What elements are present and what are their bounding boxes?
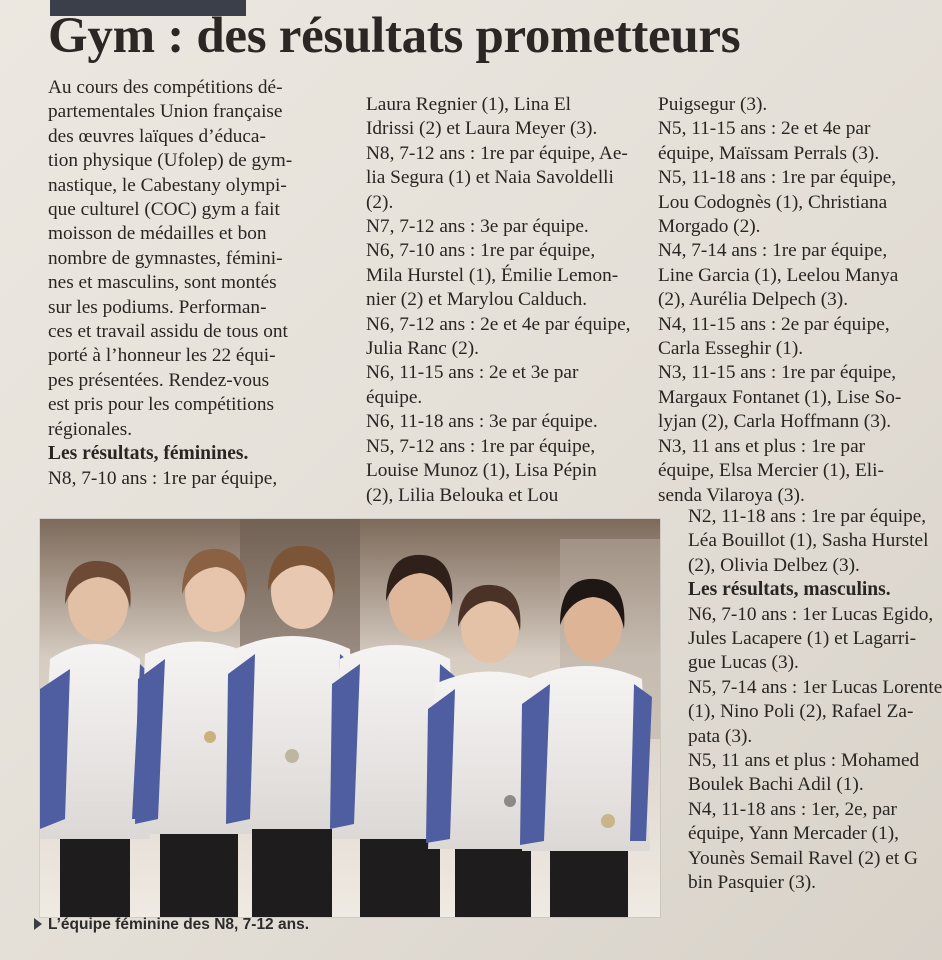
text-line: (2), Lilia Belouka et Lou — [366, 484, 559, 506]
text-line: N7, 7-12 ans : 3e par équipe. — [366, 216, 589, 238]
text-line: Louise Munoz (1), Lisa Pépin — [366, 460, 597, 482]
text-line: N4, 11-18 ans : 1er, 2e, par — [688, 798, 897, 820]
text-line: Jules Lacapere (1) et Lagarri- — [688, 628, 917, 650]
text-line: N5, 11 ans et plus : Mohamed — [688, 750, 920, 772]
text-line: lia Segura (1) et Naia Savoldelli — [366, 167, 614, 189]
text-line: Laura Regnier (1), Lina El — [366, 94, 572, 115]
text-line: est pris pour les compétitions — [48, 394, 274, 416]
text-line: ces et travail assidu de tous ont — [48, 321, 288, 343]
text-line: bin Pasquier (3). — [688, 872, 816, 894]
text-line: pes présentées. Rendez-vous — [48, 369, 270, 391]
caption-text: L’équipe féminine des N8, 7-12 ans. — [48, 916, 310, 933]
team-photo-illustration — [40, 519, 660, 917]
text-line: pata (3). — [688, 725, 753, 747]
text-line: Mila Hurstel (1), Émilie Lemon- — [366, 264, 619, 286]
text-line: nes et masculins, sont montés — [48, 272, 277, 294]
text-line: Boulek Bachi Adil (1). — [688, 774, 864, 796]
text-line: N6, 7-10 ans : 1er Lucas Egido, — [688, 603, 934, 625]
text-line: N5, 11-18 ans : 1re par équipe, — [658, 167, 897, 189]
text-line: régionales. — [48, 418, 133, 440]
text-line: lyjan (2), Carla Hoffmann (3). — [658, 411, 892, 433]
text-line: N4, 7-14 ans : 1re par équipe, — [658, 240, 888, 262]
text-line: nastique, le Cabestany olympi- — [48, 174, 287, 196]
text-line: N6, 11-15 ans : 2e et 3e par — [366, 362, 579, 384]
text-line: que culturel (COC) gym a fait — [48, 199, 280, 221]
text-line: Lou Codognès (1), Christiana — [658, 191, 888, 213]
text-line: N5, 11-15 ans : 2e et 4e par — [658, 118, 871, 140]
text-line: nier (2) et Marylou Calduch. — [366, 289, 588, 311]
text-line: nombre de gymnastes, fémini- — [48, 247, 283, 269]
text-line: N8, 7-10 ans : 1re par équipe, — [48, 467, 278, 489]
text-line: N6, 7-10 ans : 1re par équipe, — [366, 240, 596, 262]
text-line: moisson de médailles et bon — [48, 223, 267, 245]
text-line: tion physique (Ufolep) de gym- — [48, 150, 293, 172]
text-line: (1), Nino Poli (2), Rafael Za- — [688, 701, 914, 723]
column-3-upper — [658, 93, 901, 508]
text-line: sur les podiums. Performan- — [48, 296, 267, 318]
text-line: Julia Ranc (2). — [366, 338, 479, 360]
text-line: N3, 11 ans et plus : 1re par — [658, 435, 866, 457]
text-line: N5, 7-14 ans : 1er Lucas Lorente — [688, 676, 942, 698]
article-column-1 — [48, 76, 348, 491]
text-line: N8, 7-12 ans : 1re par équipe, Ae- — [366, 142, 628, 164]
text-line: (2), Olivia Delbez (3). — [688, 554, 860, 576]
photo-caption — [34, 915, 309, 935]
article-headline: Gym : des résultats prometteurs — [48, 8, 741, 64]
team-photo — [40, 519, 660, 917]
text-line: équipe. — [366, 386, 423, 408]
text-line: N6, 7-12 ans : 2e et 4e par équipe, — [366, 313, 631, 335]
text-line: équipe, Maïssam Perrals (3). — [658, 142, 880, 164]
text-line: Au cours des compétitions dé- — [48, 77, 283, 98]
column-3-lower — [688, 505, 942, 896]
text-line: (2), Aurélia Delpech (3). — [658, 289, 849, 311]
article-column-2 — [366, 93, 648, 508]
text-line: (2). — [366, 191, 394, 213]
text-line: Léa Bouillot (1), Sasha Hurstel — [688, 530, 929, 552]
text-line: Younès Semail Ravel (2) et G — [688, 847, 918, 869]
text-line: équipe, Yann Mercader (1), — [688, 823, 899, 845]
text-line: porté à l’honneur les 22 équi- — [48, 345, 276, 367]
text-line: Margaux Fontanet (1), Lise So- — [658, 386, 902, 408]
text-line: Idrissi (2) et Laura Meyer (3). — [366, 118, 598, 140]
text-line: partementales Union française — [48, 101, 283, 123]
text-line: gue Lucas (3). — [688, 652, 799, 674]
caption-arrow-icon — [34, 918, 42, 930]
text-line: senda Vilaroya (3). — [658, 484, 805, 506]
text-line: Carla Esseghir (1). — [658, 338, 804, 360]
text-line: Puigsegur (3). — [658, 94, 768, 115]
text-line: N3, 11-15 ans : 1re par équipe, — [658, 362, 897, 384]
text-line: Line Garcia (1), Leelou Manya — [658, 264, 899, 286]
results-feminines-subhead: Les résultats, féminines. — [48, 443, 249, 465]
text-line: Morgado (2). — [658, 216, 761, 238]
text-line: équipe, Elsa Mercier (1), Eli- — [658, 460, 884, 482]
text-line: N2, 11-18 ans : 1re par équipe, — [688, 506, 927, 527]
text-line: N5, 7-12 ans : 1re par équipe, — [366, 435, 596, 457]
text-line: des œuvres laïques d’éduca- — [48, 125, 266, 147]
results-masculins-subhead: Les résultats, masculins. — [688, 579, 891, 601]
text-line: N6, 11-18 ans : 3e par équipe. — [366, 411, 598, 433]
text-line: N4, 11-15 ans : 2e par équipe, — [658, 313, 890, 335]
